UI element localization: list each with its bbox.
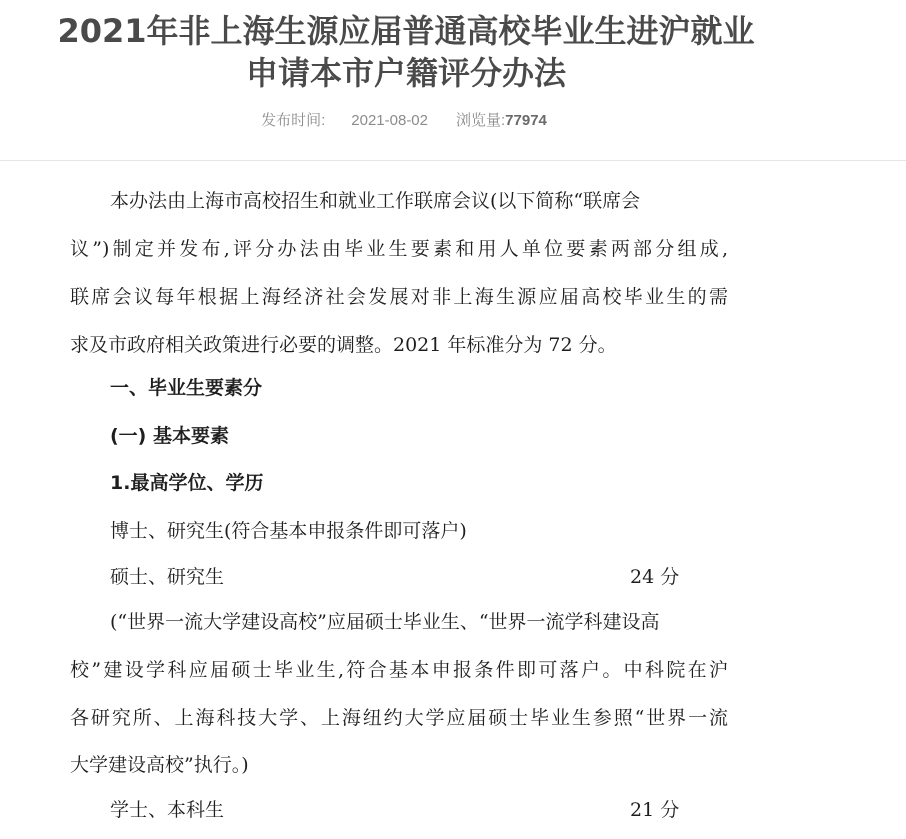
item-heading: 1.最高学位、学历 — [110, 472, 264, 494]
masters-score: 24 分 — [630, 566, 680, 588]
intro-line-2: 议”)制定并发布,评分办法由毕业生要素和用人单位要素两部分组成, — [70, 238, 728, 260]
section-heading: 一、毕业生要素分 — [110, 377, 263, 399]
phd-line: 博士、研究生(符合基本申报条件即可落户) — [110, 520, 467, 542]
publish-label: 发布时间: — [261, 112, 326, 129]
intro-line-3: 联席会议每年根据上海经济社会发展对非上海生源应届高校毕业生的需 — [70, 286, 728, 308]
intro-line-4: 求及市政府相关政策进行必要的调整。2021 年标准分为 72 分。 — [70, 334, 617, 356]
masters-note-line-2: 校”建设学科应届硕士毕业生,符合基本申报条件即可落户。中科院在沪 — [70, 659, 728, 681]
masters-label: 硕士、研究生 — [110, 566, 225, 588]
article-header — [0, 0, 906, 161]
publish-date: 2021-08-02 — [351, 112, 428, 129]
subsection-heading: (一) 基本要素 — [110, 425, 229, 447]
intro-line-1: 本办法由上海市高校招生和就业工作联席会议(以下简称“联席会 — [110, 190, 641, 212]
masters-note-line-4: 大学建设高校”执行。) — [70, 754, 249, 776]
article-meta — [0, 109, 808, 130]
views-label: 浏览量: — [456, 112, 506, 129]
article-title-line-2: 申请本市户籍评分办法 — [245, 54, 566, 92]
masters-note-line-1: (“世界一流大学建设高校”应届硕士毕业生、“世界一流学科建设高 — [110, 611, 660, 633]
document-image — [0, 161, 906, 839]
article-title-line-1: 2021年非上海生源应届普通高校毕业生进沪就业 — [57, 12, 755, 50]
masters-note-line-3: 各研究所、上海科技大学、上海纽约大学应届硕士毕业生参照“世界一流 — [70, 707, 728, 729]
bachelor-label: 学士、本科生 — [110, 799, 225, 821]
article-title — [0, 10, 812, 94]
bachelor-score: 21 分 — [630, 799, 680, 821]
views-count: 77974 — [505, 112, 547, 129]
